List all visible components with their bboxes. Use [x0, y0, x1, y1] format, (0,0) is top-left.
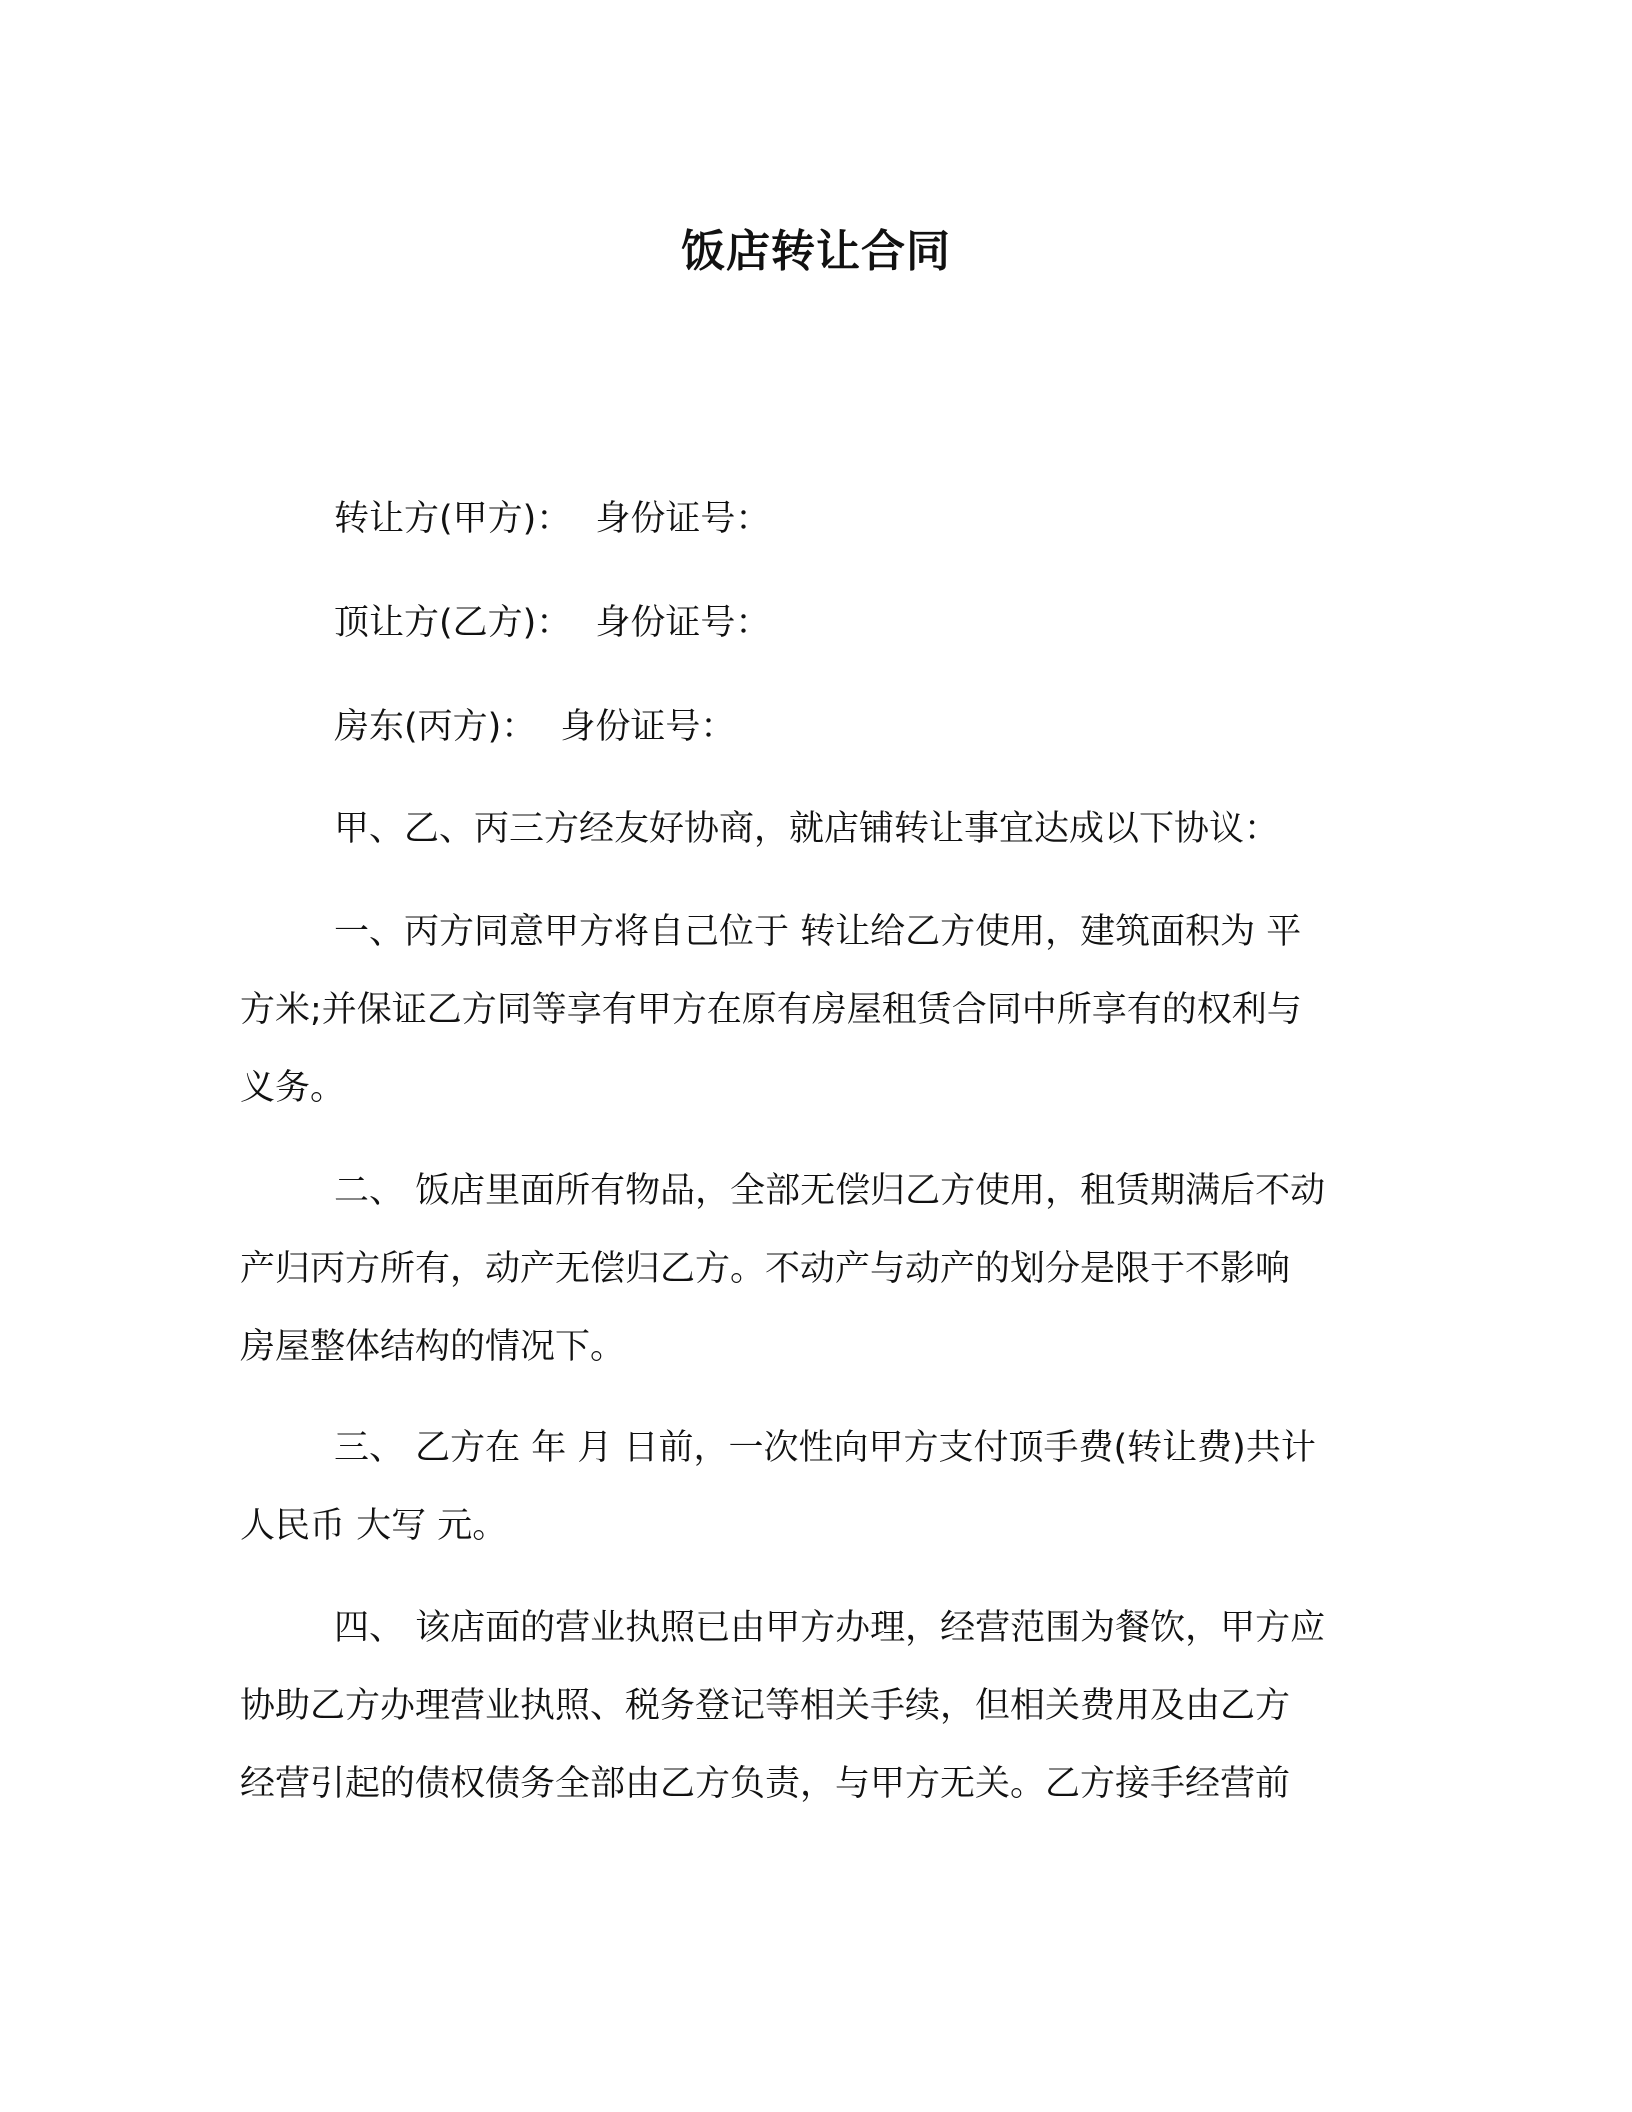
clause-1-line-1: 一、丙方同意甲方将自己位于 转让给乙方使用，建筑面积为 平 — [334, 912, 1302, 952]
clause-1-line-3: 义务。 — [240, 1068, 346, 1108]
clause-4 — [240, 1589, 1390, 1823]
party-transferee-line — [334, 598, 770, 648]
party-landlord-line — [334, 702, 735, 752]
party-transferor-role: 转让方(甲方)： — [334, 499, 572, 539]
clause-2 — [240, 1152, 1390, 1386]
party-landlord-role: 房东(丙方)： — [334, 707, 537, 747]
party-transferee-id-label: 身份证号： — [595, 603, 771, 643]
party-transferee-role: 顶让方(乙方)： — [334, 603, 572, 643]
agreement-intro: 甲、乙、丙三方经友好协商，就店铺转让事宜达成以下协议： — [334, 809, 1280, 849]
party-transferor-line — [334, 494, 770, 544]
clause-4-line-2: 协助乙方办理营业执照、税务登记等相关手续，但相关费用及由乙方 — [240, 1686, 1291, 1726]
clause-1 — [240, 893, 1390, 1127]
clause-2-line-3: 房屋整体结构的情况下。 — [240, 1327, 626, 1367]
clause-2-line-2: 产归丙方所有，动产无偿归乙方。不动产与动产的划分是限于不影响 — [240, 1249, 1291, 1289]
document-title: 饭店转让合同 — [681, 226, 951, 277]
party-landlord-id-label: 身份证号： — [560, 707, 736, 747]
clause-4-line-1: 四、 该店面的营业执照已由甲方办理，经营范围为餐饮，甲方应 — [334, 1608, 1326, 1648]
clause-1-line-2: 方米;并保证乙方同等享有甲方在原有房屋租赁合同中所享有的权利与 — [240, 990, 1302, 1030]
party-transferor-id-label: 身份证号： — [595, 499, 771, 539]
clause-3 — [240, 1409, 1390, 1565]
clause-4-line-3: 经营引起的债权债务全部由乙方负责，与甲方无关。乙方接手经营前 — [240, 1764, 1291, 1804]
clause-3-line-2: 人民币 大写 元。 — [240, 1506, 508, 1546]
clause-2-line-1: 二、 饭店里面所有物品，全部无偿归乙方使用，租赁期满后不动 — [334, 1171, 1326, 1211]
clause-3-line-1: 三、 乙方在 年 月 日前，一次性向甲方支付顶手费(转让费)共计 — [334, 1428, 1316, 1468]
